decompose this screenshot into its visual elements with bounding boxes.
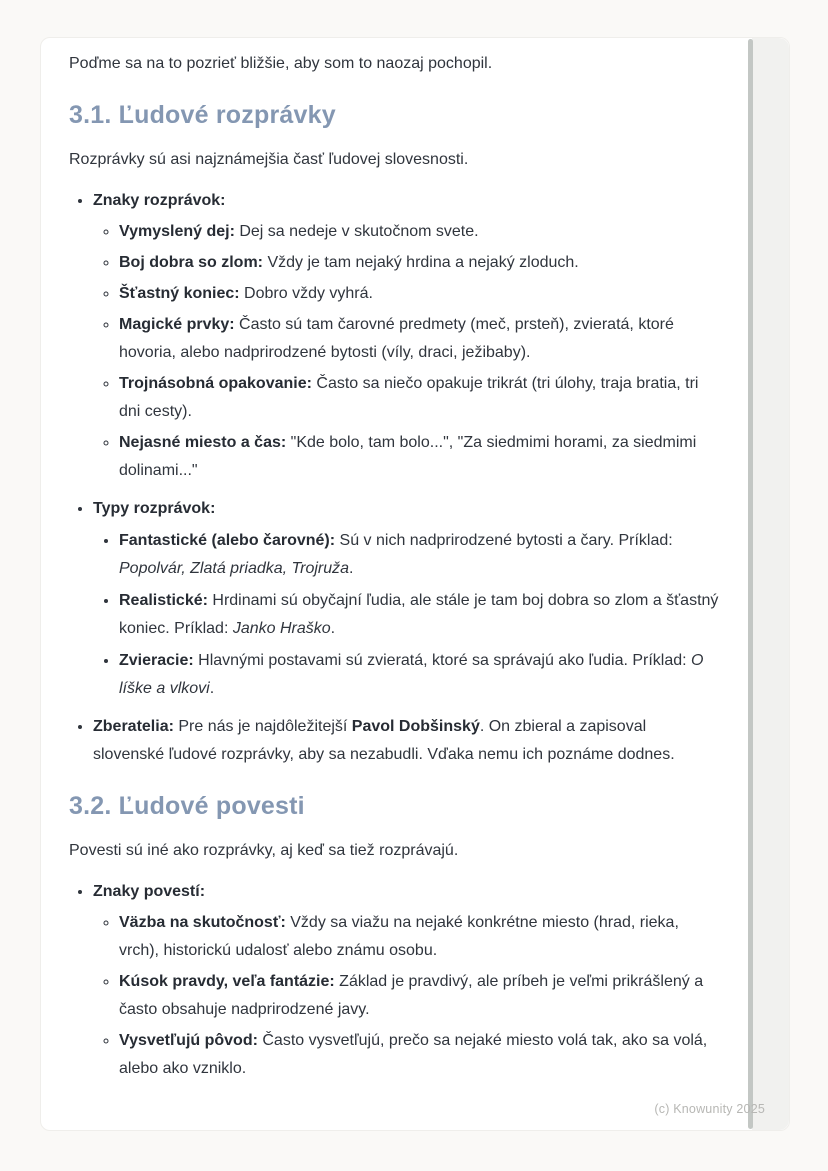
example-title: O líške a vlkovi [119, 652, 704, 697]
scrollbar-track[interactable] [752, 38, 789, 1130]
list-item: ◦ Nejasné miesto a čas: "Kde bolo, tam bolo...", "Za siedmimi horami, za siedmimi dolinami..." [119, 429, 719, 485]
section-heading-3-2: 3.2. Ľudové povesti [69, 792, 305, 820]
example-title: Popolvár, Zlatá priadka, Trojruža [119, 560, 350, 577]
document-content [41, 38, 789, 1083]
list-item: ◦ Kúsok pravdy, veľa fantázie: Základ je pravdivý, ale príbeh je veľmi prikrášlený a často obsahuje nadprirodzené javy. [119, 968, 719, 1024]
list-item: • Realistické: Hrdinami sú obyčajní ľudia, ale stále je tam boj dobra so zlom a šťastný koniec. Príklad: Janko Hraško. [119, 586, 719, 643]
intro-paragraph: Poďme sa na to pozrieť bližšie, aby som to naozaj pochopil. [69, 55, 493, 72]
list-item: ◦ Magické prvky: Často sú tam čarovné predmety (meč, prsteň), zvieratá, ktoré hovoria, alebo nadprirodzené bytosti (víly, draci, ježibaby). [119, 311, 719, 367]
section-3-2-lead: Povesti sú iné ako rozprávky, aj keď sa tiež rozprávajú. [69, 842, 459, 859]
typy-rozpravok-sublist [93, 526, 719, 703]
list-item: ◦ Boj dobra so zlom: Vždy je tam nejaký hrdina a nejaký zloduch. [119, 249, 719, 277]
list-item: ◦ Väzba na skutočnosť: Vždy sa viažu na nejaké konkrétne miesto (hrad, rieka, vrch), historickú udalosť alebo známu osobu. [119, 909, 719, 965]
section-3-2-list [69, 878, 719, 1083]
znaky-povesti-sublist [93, 909, 719, 1083]
list-item-title: Znaky povestí: [93, 883, 206, 900]
section-heading-3-1: 3.1. Ľudové rozprávky [69, 101, 336, 129]
list-item-znaky-rozpravok [93, 187, 719, 485]
list-item-znaky-povesti [93, 878, 719, 1083]
znaky-rozpravok-sublist [93, 218, 719, 485]
list-item: ◦ Trojnásobná opakovanie: Často sa niečo opakuje trikrát (tri úlohy, traja bratia, tri dni cesty). [119, 370, 719, 426]
list-item-zberatelia: • Zberatelia: Pre nás je najdôležitejší Pavol Dobšinský. On zbieral a zapisoval slovenské ľudové rozprávky, aby sa nezabudli. Vďaka nemu ich poznáme dodnes. [93, 713, 719, 769]
list-item: ◦ Vysvetľujú pôvod: Často vysvetľujú, prečo sa nejaké miesto volá tak, ako sa volá, alebo ako vzniklo. [119, 1027, 719, 1083]
person-name: Pavol Dobšinský [351, 718, 480, 735]
list-item: ◦ Vymyslený dej: Dej sa nedeje v skutočnom svete. [119, 218, 719, 246]
example-title: Janko Hraško [232, 620, 331, 637]
copyright-notice: (c) Knowunity 2025 [654, 1102, 765, 1116]
document-card [40, 37, 790, 1131]
list-item-typy-rozpravok [93, 495, 719, 703]
section-3-1-list [69, 187, 719, 769]
list-item-title: Znaky rozprávok: [93, 192, 226, 209]
list-item: ◦ Šťastný koniec: Dobro vždy vyhrá. [119, 280, 719, 308]
section-3-1-lead: Rozprávky sú asi najznámejšia časť ľudovej slovesnosti. [69, 151, 469, 168]
list-item: • Zvieracie: Hlavnými postavami sú zvieratá, ktoré sa správajú ako ľudia. Príklad: O líške a vlkovi. [119, 646, 719, 703]
list-item: • Fantastické (alebo čarovné): Sú v nich nadprirodzené bytosti a čary. Príklad: Popolvár, Zlatá priadka, Trojruža. [119, 526, 719, 583]
scrollbar-thumb[interactable] [748, 39, 753, 1129]
list-item-title: Typy rozprávok: [93, 500, 216, 517]
